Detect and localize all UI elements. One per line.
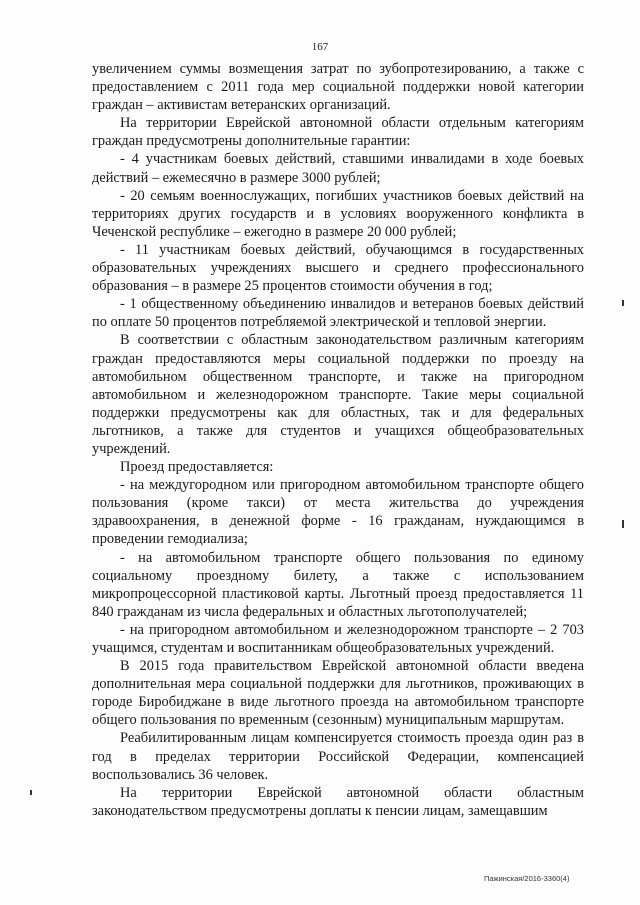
paragraph: Реабилитированным лицам компенсируется стоимость проезда один раз в год в пределах территории Российской Федерации, компенсацией воспользовались 36 человек. [92,730,584,783]
list-item: - на автомобильном транспорте общего пользования по единому социальному проездному билету, а также с использованием микропроцессорной пластиковой карты. Льготный проезд предоставляется 11 840 гражданам из числа федеральных и областных льготополучателей; [92,549,584,620]
list-item: - на междугородном или пригородном автомобильном транспорте общего пользования (кроме такси) от места жительства до учреждения здравоохранения, в денежной форме - 16 гражданам, нуждающимся в проведении гемодиализа; [92,477,584,548]
body-text [92,60,584,820]
paragraph: На территории Еврейской автономной области областным законодательством предусмотрены доплаты к пенсии лицам, замещавшим [92,784,584,819]
list-item: - 11 участникам боевых действий, обучающимся в государственных образовательных учреждениях высшего и среднего профессионального образования – в размере 25 процентов стоимости обучения в год; [92,241,584,295]
paragraph: На территории Еврейской автономной области отдельным категориям граждан предусмотрены дополнительные гарантии: [92,115,584,150]
list-item: - 20 семьям военнослужащих, погибших участников боевых действий на территориях других государств и в условиях вооруженного конфликта в Чеченской республике – ежегодно в размере 20 000 рублей; [92,187,584,240]
scan-artifact [622,520,624,528]
paragraph: В 2015 года правительством Еврейской автономной области введена дополнительная мера социальной поддержки для льготников, проживающих в городе Биробиджане в виде льготного проезда на автомобильном транспорте общего пользования по временным (сезонным) муниципальным маршрутам. [92,658,584,729]
list-item: - на пригородном автомобильном и железнодорожном транспорте – 2 703 учащимся, студентам и воспитанникам общеобразовательных учреждений. [92,621,584,656]
scan-artifact [622,300,624,306]
list-item: - 4 участникам боевых действий, ставшими инвалидами в ходе боевых действий – ежемесячно в размере 3000 рублей; [92,151,584,186]
paragraph: увеличением суммы возмещения затрат по зубопротезированию, а также с предоставлением с 2011 года мер социальной поддержки новой категории граждан – активистам ветеранских организаций. [92,61,584,114]
list-item: - 1 общественному объединению инвалидов и ветеранов боевых действий по оплате 50 процентов потребляемой электрической и тепловой энергии. [92,296,584,331]
paragraph: В соответствии с областным законодательством различным категориям граждан предоставляются меры социальной поддержки по проезду на автомобильном общественном транспорте, и также на пригородном автомобильном и железнодорожном транспорте. Такие меры социальной поддержки предусмотрены как для областных, так и для федеральных льготников, а также для студентов и учащихся общеобразовательных учреждений. [92,332,584,457]
page-number: 167 [311,41,329,53]
paragraph: Проезд предоставляется: [120,459,274,476]
document-footer-code: Пажинская/2016-3360(4) [484,874,570,883]
scan-artifact [30,790,32,795]
